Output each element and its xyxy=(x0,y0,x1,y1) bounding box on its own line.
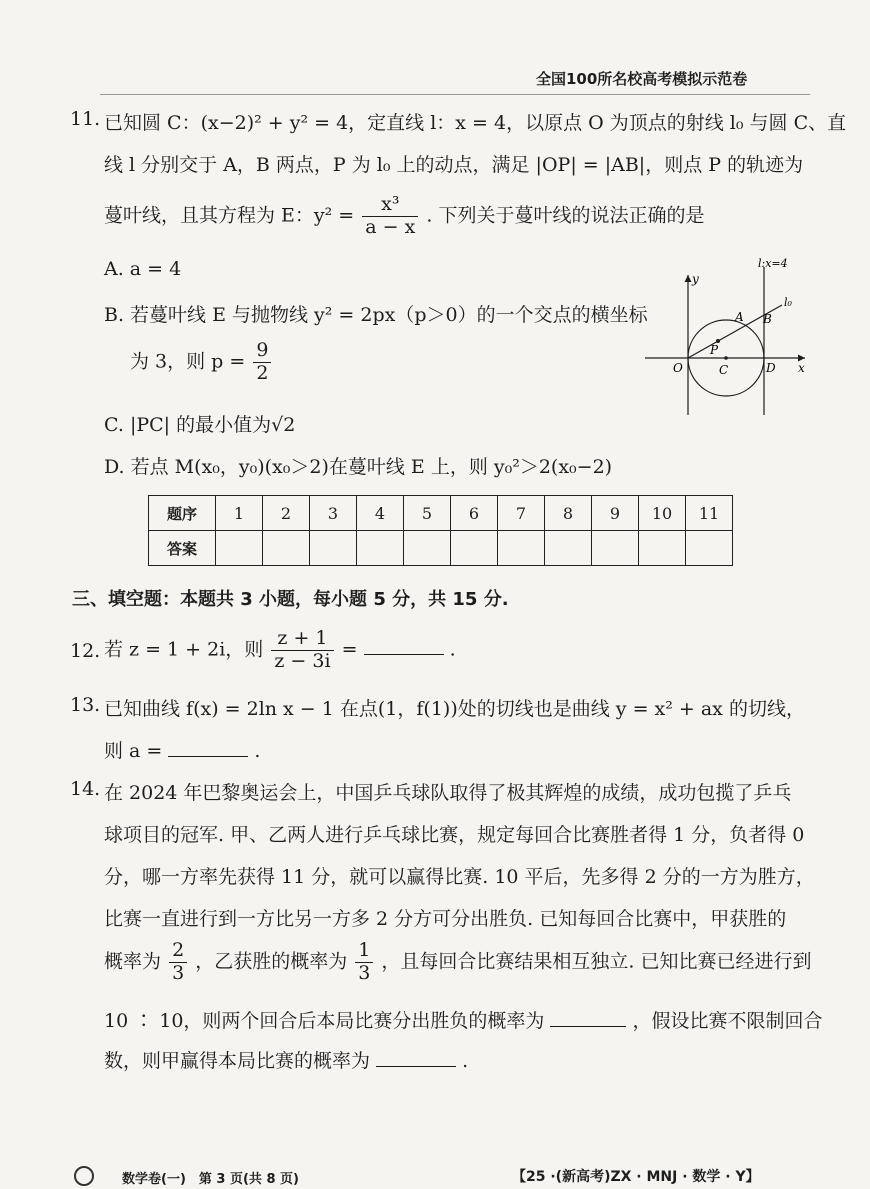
q14-line5 xyxy=(104,940,812,985)
q14-line4: 比赛一直进行到一方比另一方多 2 分方可分出胜负. 已知每回合比赛中，甲获胜的 xyxy=(104,908,787,930)
answer-table-number-cell: 11 xyxy=(686,496,733,531)
label-o: O xyxy=(673,361,683,375)
q14-line5-c: ，且每回合比赛结果相互独立. 已知比赛已经进行到 xyxy=(381,950,812,973)
q14-line2: 球项目的冠军. 甲、乙两人进行乒乓球比赛，规定每回合比赛胜者得 1 分，负者得 0 xyxy=(104,824,805,846)
answer-table-number-cell: 7 xyxy=(498,496,545,531)
answer-cell[interactable] xyxy=(451,531,498,566)
label-y: y xyxy=(692,272,699,286)
q12-frac-den: z − 3i xyxy=(274,649,331,672)
answer-table-number-row xyxy=(149,496,733,531)
q12-end: . xyxy=(449,638,456,661)
answer-table-number-cell: 8 xyxy=(545,496,592,531)
q14-line6-a: 10 ∶ 10，则两个回合后本局比赛分出胜负的概率为 xyxy=(104,1010,545,1032)
q11-line3 xyxy=(104,194,704,239)
q14-line5-b: ，乙获胜的概率为 xyxy=(195,950,348,973)
q12-pre: 若 z = 1 + 2i，则 xyxy=(104,638,264,661)
q13-number: 13. xyxy=(70,694,101,716)
q14-line5-a: 概率为 xyxy=(104,950,162,973)
answer-cell[interactable] xyxy=(545,531,592,566)
q14-line1: 在 2024 年巴黎奥运会上，中国乒乓球队取得了极其辉煌的成绩，成功包揽了乒乓 xyxy=(104,782,792,804)
q11-line3-post: . 下列关于蔓叶线的说法正确的是 xyxy=(426,204,705,227)
q14-frac2-num: 1 xyxy=(355,940,373,963)
q11-option-b-pre: 为 3，则 p = xyxy=(130,350,246,373)
q14-fraction-2-3 xyxy=(169,940,187,985)
q11-option-b-den: 2 xyxy=(256,361,269,384)
label-c: C xyxy=(719,363,729,377)
label-a: A xyxy=(735,310,744,324)
q12-fraction xyxy=(271,628,333,673)
q13-answer-blank[interactable] xyxy=(168,755,248,757)
label-b: B xyxy=(763,312,772,326)
q12-answer-blank[interactable] xyxy=(364,653,444,655)
q11-frac-num: x³ xyxy=(362,194,418,217)
q11-line2: 线 l 分别交于 A，B 两点，P 为 l₀ 上的动点，满足 |OP| = |AB|，则点 P 的轨迹为 xyxy=(104,154,804,176)
answer-table-number-cell: 6 xyxy=(451,496,498,531)
answer-cell[interactable] xyxy=(404,531,451,566)
answer-table-number-cell: 4 xyxy=(357,496,404,531)
answer-cell[interactable] xyxy=(310,531,357,566)
answer-table xyxy=(148,495,733,566)
q11-option-b-fraction xyxy=(253,340,271,385)
answer-table-header-number: 题序 xyxy=(149,496,216,531)
answer-table-number-cell: 9 xyxy=(592,496,639,531)
answer-cell[interactable] xyxy=(592,531,639,566)
q11-line1: 已知圆 C：(x−2)² + y² = 4，定直线 l：x = 4，以原点 O 为顶点的射线 l₀ 与圆 C、直 xyxy=(104,112,847,134)
q12-line xyxy=(104,628,456,673)
q14-line7 xyxy=(104,1046,468,1073)
footer-logo-icon xyxy=(74,1166,94,1186)
q14-line7-a: 数，则甲赢得本局比赛的概率为 xyxy=(104,1050,371,1072)
q13-line2-pre: 则 a = xyxy=(104,740,163,762)
q11-option-b-line2 xyxy=(130,340,273,385)
q11-figure xyxy=(640,255,815,420)
q11-line3-pre: 蔓叶线，且其方程为 E：y² = xyxy=(104,204,355,227)
q13-end: . xyxy=(254,740,261,762)
q14-frac1-den: 3 xyxy=(172,961,185,984)
q14-line7-end: . xyxy=(462,1050,469,1072)
q14-answer-blank-1[interactable] xyxy=(550,1025,626,1027)
answer-table-number-cell: 1 xyxy=(216,496,263,531)
answer-table-number-cell: 3 xyxy=(310,496,357,531)
q11-option-b-line1: B. 若蔓叶线 E 与抛物线 y² = 2px（p＞0）的一个交点的横坐标 xyxy=(104,304,648,326)
q13-line2 xyxy=(104,736,260,763)
q12-equals: = xyxy=(341,638,358,661)
answer-table-header-answer: 答案 xyxy=(149,531,216,566)
q14-line6 xyxy=(104,1006,823,1033)
answer-table-number-cell: 2 xyxy=(263,496,310,531)
section3-title: 三、填空题：本题共 3 小题，每小题 5 分，共 15 分. xyxy=(72,589,509,610)
answer-cell[interactable] xyxy=(357,531,404,566)
q14-fraction-1-3 xyxy=(355,940,373,985)
answer-cell[interactable] xyxy=(216,531,263,566)
page-header-title: 全国100所名校高考模拟示范卷 xyxy=(536,70,748,88)
label-p: P xyxy=(710,343,719,357)
header-rule xyxy=(100,94,810,95)
q11-number: 11. xyxy=(70,108,101,130)
q11-frac-den: a − x xyxy=(365,215,416,238)
label-x: x xyxy=(798,361,805,375)
label-d: D xyxy=(766,361,776,375)
q12-number: 12. xyxy=(70,640,101,662)
answer-cell[interactable] xyxy=(498,531,545,566)
footer-right: 【25 ·(新高考)ZX · MNJ · 数学 · Y】 xyxy=(512,1169,760,1185)
q11-option-b-num: 9 xyxy=(253,340,271,363)
q11-option-a: A. a = 4 xyxy=(104,258,182,280)
answer-cell[interactable] xyxy=(639,531,686,566)
label-l0: l₀ xyxy=(784,296,792,309)
q14-answer-blank-2[interactable] xyxy=(376,1065,456,1067)
q14-frac1-num: 2 xyxy=(169,940,187,963)
q14-line6-b: ，假设比赛不限制回合 xyxy=(632,1010,823,1032)
point-c xyxy=(724,356,728,360)
q13-line1: 已知曲线 f(x) = 2ln x − 1 在点(1，f(1))处的切线也是曲线 y = x² + ax 的切线， xyxy=(104,698,805,720)
q11-option-c: C. |PC| 的最小值为√2 xyxy=(104,414,296,436)
label-line-l: l:x=4 xyxy=(758,257,788,270)
answer-table-answer-row xyxy=(149,531,733,566)
answer-table-number-cell: 10 xyxy=(639,496,686,531)
footer-left: 数学卷(一) 第 3 页(共 8 页) xyxy=(122,1172,299,1187)
answer-cell[interactable] xyxy=(686,531,733,566)
q11-curve-fraction xyxy=(362,194,418,239)
q14-line3: 分，哪一方率先获得 11 分，就可以赢得比赛. 10 平后，先多得 2 分的一方为胜方， xyxy=(104,866,815,888)
answer-table-number-cell: 5 xyxy=(404,496,451,531)
q11-option-d: D. 若点 M(x₀，y₀)(x₀＞2)在蔓叶线 E 上，则 y₀²＞2(x₀−2) xyxy=(104,456,613,478)
answer-cell[interactable] xyxy=(263,531,310,566)
q12-frac-num: z + 1 xyxy=(271,628,333,651)
q14-number: 14. xyxy=(70,778,101,800)
q14-frac2-den: 3 xyxy=(358,961,371,984)
